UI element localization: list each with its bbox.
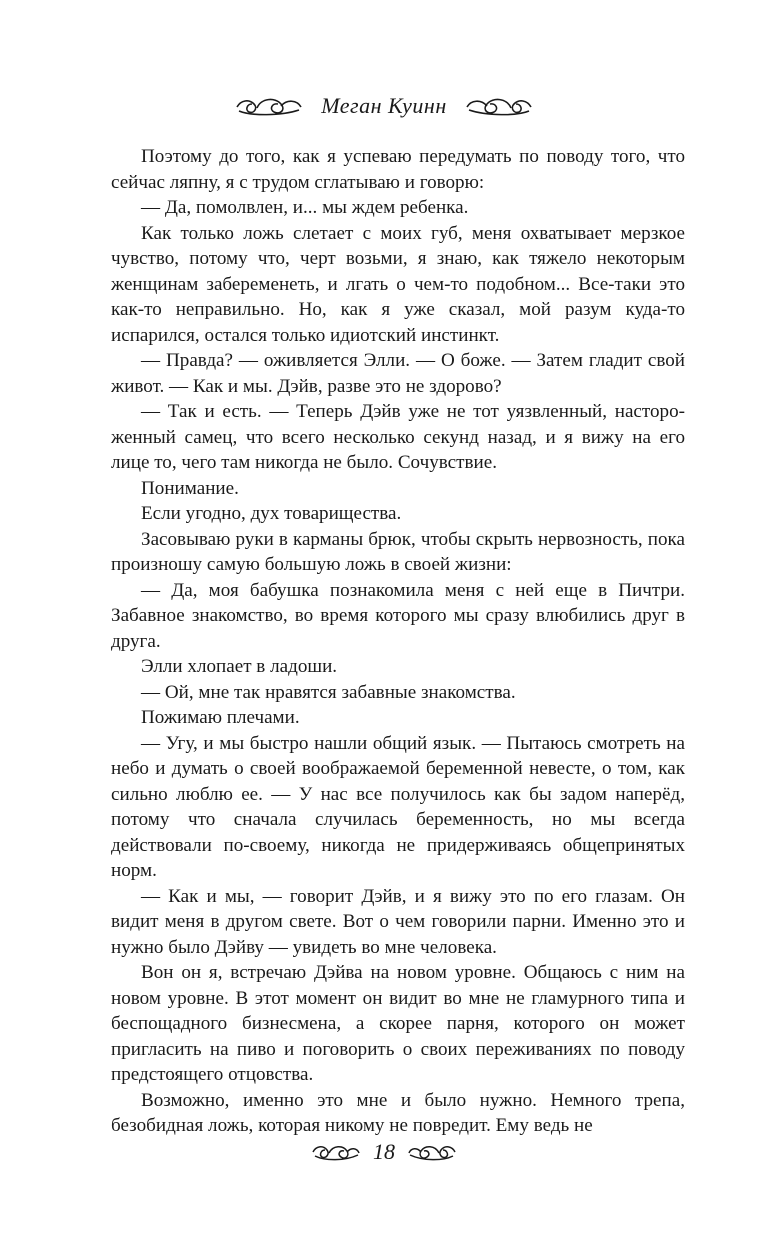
swirl-ornament-icon — [311, 1141, 361, 1163]
page-number: 18 — [373, 1139, 395, 1164]
paragraph: Пожимаю плечами. — [141, 707, 300, 728]
page-body-text — [111, 144, 685, 1139]
paragraph: — Угу, и мы быстро нашли общий язык. — Пытаюсь смотреть на небо и думать о своей воображаемой беременной невесте, о том, как сильно люблю ее. — У нас все получилось как бы задом наперёд, потому что сначала случилась беременность, но мы всегда действовали по-своему, никогда не придерживаясь общепринятых норм. — [111, 732, 685, 881]
paragraph: Поэтому до того, как я успеваю передумать по поводу того, что сейчас ляпну, я с трудом сглатываю и говорю: — [111, 146, 685, 193]
paragraph: Как только ложь слетает с моих губ, меня охватывает мерзкое чувство, потому что, черт возьми, я знаю, как тяжело некоторым женщинам забеременеть, и лгать о чем-то подобном... Все-таки это как-то неправильно. Но, как я уже сказал, мой разум куда-то испарился, остался только идиотский инстинкт. — [111, 222, 685, 346]
paragraph: — Да, моя бабушка познакомила меня с ней еще в Пичтри. Забавное знакомство, во время которого мы сразу влюбились друг в друга. — [111, 579, 685, 652]
paragraph: — Правда? — оживляется Элли. — О боже. — Затем гладит свой живот. — Как и мы. Дэйв, разве это не здорово? — [111, 350, 685, 397]
paragraph: Возможно, именно это мне и было нужно. Немного трепа, безобидная ложь, которая никому не повредит. Ему ведь не — [111, 1089, 685, 1136]
running-header — [0, 86, 768, 126]
paragraph: Понимание. — [141, 477, 239, 499]
swirl-ornament-icon — [235, 94, 303, 118]
paragraph: Засовываю руки в карманы брюк, чтобы скрыть нервозность, пока произношу самую большую ложь в своей жизни: — [111, 528, 685, 575]
paragraph: Элли хлопает в ладоши. — [141, 656, 338, 677]
swirl-ornament-icon — [465, 94, 533, 118]
paragraph: Вон он я, встречаю Дэйва на новом уровне. Общаюсь с ним на новом уровне. В этот момент он видит во мне не гламурного типа и беспощадного бизнесмена, а скорее парня, которого он может пригласить на пиво и поговорить о своих переживаниях по поводу предстоящего отцовства. — [111, 962, 685, 1085]
paragraph: Если угодно, дух товарищества. — [141, 503, 402, 524]
paragraph: — Ой, мне так нравятся забавные знакомства. — [141, 681, 516, 703]
paragraph: — Как и мы, — говорит Дэйв, и я вижу это по его глазам. Он видит меня в другом свете. Вот о чем говорили парни. Именно это и нужно было Дэйву — увидеть во мне человека. — [111, 885, 685, 958]
page-footer — [0, 1134, 768, 1170]
paragraph: — Да, помолвлен, и... мы ждем ребенка. — [141, 197, 469, 218]
paragraph: — Так и есть. — Теперь Дэйв уже не тот уязвленный, настороженный самец, что всего несколько секунд назад, и я вижу на его лице то, чего там никогда не было. Сочувствие. — [111, 401, 685, 473]
running-header-title: Меган Куинн — [321, 93, 447, 118]
swirl-ornament-icon — [407, 1141, 457, 1163]
